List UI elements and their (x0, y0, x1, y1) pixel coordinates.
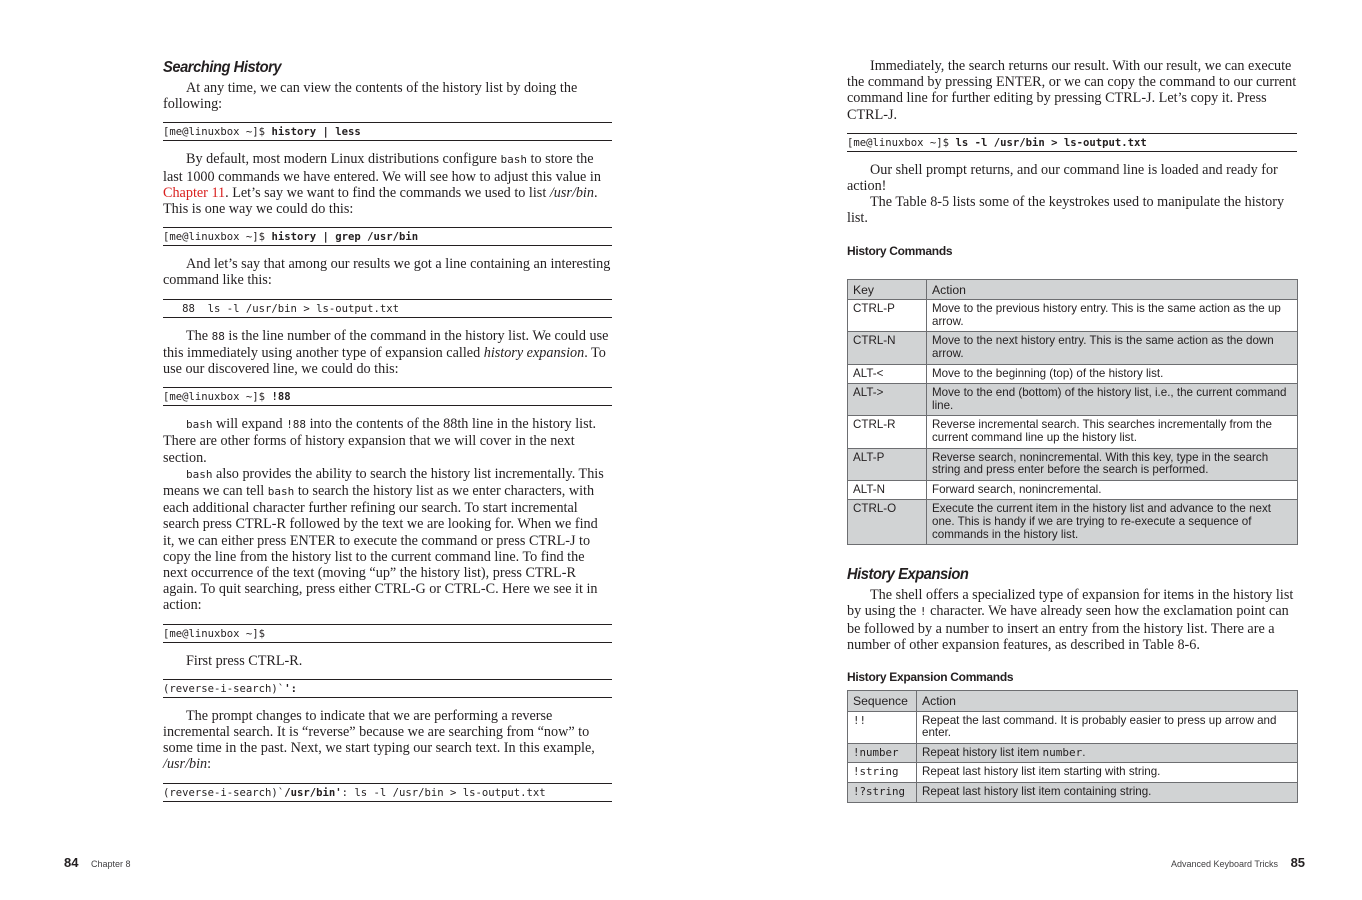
right-page (681, 0, 1362, 900)
paragraph: By default, most modern Linux distributions configure bash to store the last 1000 commands we have entered. We will see how to adjust this value in Chapter 11. Let’s say we want to find the commands we used to list /usr/bin. This is one way we could do this: (163, 151, 601, 218)
code-block: 88 ls -l /usr/bin > ls-output.txt (163, 299, 612, 318)
table-caption: History Expansion Commands (847, 669, 1014, 684)
table-row: !number Repeat history list item number. (848, 743, 1298, 763)
paragraph: Our shell prompt returns, and our command line is loaded and ready for action! (847, 161, 1278, 195)
paragraph: bash will expand !88 into the contents of the 88th line in the history list. There are other forms of history expansion that we will cover in the next section. (163, 416, 597, 466)
paragraph: And let’s say that among our results we got a line containing an interesting command like this: (163, 256, 611, 289)
table-row: !?string Repeat last history list item containing string. (848, 782, 1298, 802)
history-expansion-table (847, 690, 1298, 803)
table-row: ALT-< Move to the beginning (top) of the history list. (848, 364, 1298, 384)
table-header: Action (917, 690, 1298, 711)
code-block: (reverse-i-search)`': (163, 679, 612, 698)
table-header: Sequence (848, 690, 917, 711)
left-column (163, 58, 612, 802)
page-number: 85 (1290, 855, 1306, 870)
table-row: CTRL-N Move to the next history entry. This is the same action as the down arrow. (848, 332, 1298, 364)
paragraph: bash also provides the ability to search the history list incrementally. This means we can tell bash to search the history list as we enter characters, with each additional character further refining our search. To start incremental search press CTRL-R followed by the text we are looking for. When we find it, we can either press ENTER to execute the command or press CTRL-J to copy the line from the history list to the current command line. To find the next occurrence of the text (moving “up” the history list), press CTRL-R again. To quit searching, press either CTRL-G or CTRL-C. Here we see it in action: (163, 465, 604, 614)
paragraph: The Table 8-5 lists some of the keystrokes used to manipulate the history list. (847, 194, 1285, 227)
code-block: [me@linuxbox ~]$ (163, 624, 612, 643)
section-heading-history-expansion: History Expansion (847, 566, 969, 584)
right-column (847, 58, 1297, 803)
section-heading-searching-history: Searching History (163, 59, 282, 76)
code-block: [me@linuxbox ~]$ ls -l /usr/bin > ls-output.txt (847, 133, 1297, 152)
table-row: ALT-P Reverse search, nonincremental. With this key, type in the search string and press enter before the search is performed. (848, 448, 1298, 480)
code-block: [me@linuxbox ~]$ history | grep /usr/bin (163, 227, 612, 246)
paragraph: The prompt changes to indicate that we are performing a reverse incremental search. It is “reverse” because we are searching from “now” to some time in the past. Next, we start typing our search text. In this example, /usr/bin: (163, 707, 595, 773)
paragraph: The 88 is the line number of the command in the history list. We could use this immediately using another type of expansion called history expansion. To use our discovered line, we could do this: (163, 327, 609, 378)
table-row: !! Repeat the last command. It is probably easier to press up arrow and enter. (848, 711, 1298, 743)
table-header: Key (848, 279, 927, 300)
code-block: [me@linuxbox ~]$ !88 (163, 387, 612, 406)
chapter-label: Chapter 8 (90, 859, 131, 869)
page-number: 84 (64, 855, 79, 870)
table-row: CTRL-P Move to the previous history entry. This is the same action as the up arrow. (848, 300, 1298, 332)
paragraph: At any time, we can view the contents of the history list by doing the following: (163, 80, 578, 113)
table-row: !string Repeat last history list item starting with string. (848, 763, 1298, 783)
code-block: [me@linuxbox ~]$ history | less (163, 122, 612, 141)
history-commands-table (847, 279, 1298, 546)
page-footer-right (1171, 856, 1305, 871)
table-row: ALT-> Move to the end (bottom) of the history list, i.e., the current command line. (848, 384, 1298, 416)
table-row: CTRL-O Execute the current item in the history list and advance to the next one. This is handy if we are trying to re-execute a sequence of commands in the history list. (848, 500, 1298, 545)
paragraph: The shell offers a specialized type of expansion for items in the history list by using the ! character. We have already seen how the exclamation point can be followed by a number to insert an entry from the history list. There are a number of other expansion features, as described in Table 8-6. (847, 587, 1294, 653)
page-footer-left (64, 856, 131, 871)
table-header: Action (927, 279, 1298, 300)
paragraph: First press CTRL-R. (186, 652, 303, 669)
table-row: ALT-N Forward search, nonincremental. (848, 480, 1298, 500)
chapter-title-label: Advanced Keyboard Tricks (1171, 859, 1279, 869)
table-row: CTRL-R Reverse incremental search. This searches incrementally from the current command line up the history list. (848, 416, 1298, 448)
table-caption: History Commands (847, 243, 953, 258)
paragraph: Immediately, the search returns our result. With our result, we can execute the command by pressing ENTER, or we can copy the command to our current command line for further editing by pressing CTRL-J. Let’s copy it. Press CTRL-J. (847, 58, 1297, 123)
chapter-link[interactable]: Chapter 11 (163, 184, 226, 201)
code-block: (reverse-i-search)`/usr/bin': ls -l /usr/bin > ls-output.txt (163, 783, 612, 802)
